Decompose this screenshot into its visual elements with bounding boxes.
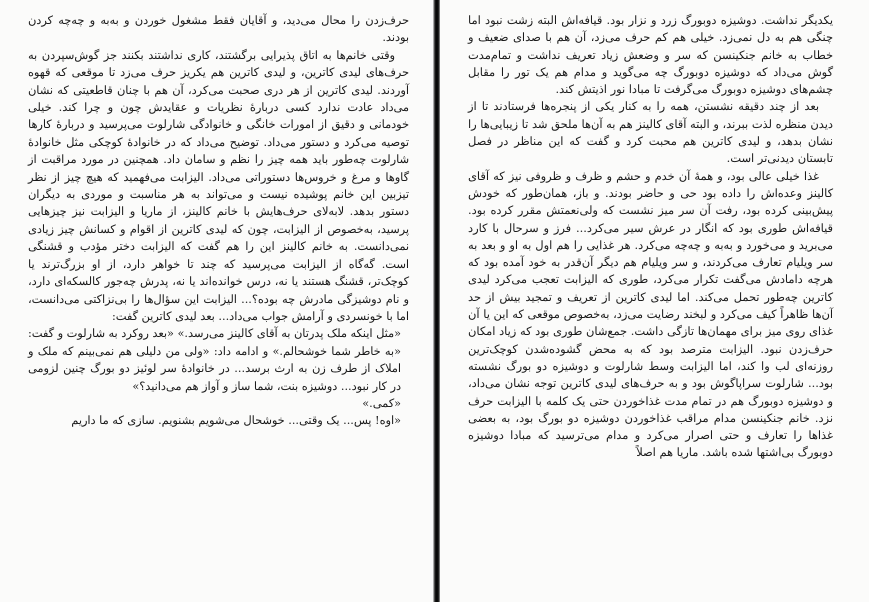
left-page-text [28,12,409,430]
paragraph: بعد از چند دقیقه نشستن، همه را به کنار یکی از پنجره‌ها فرستادند تا از دیدن منظره لذت ببرند، و البته آقای کالینز هم به آن‌ها ملحق شد تا زیبایی‌ها را نشان بدهد، و لیدی کاترین هم محبت کرد و گفت که این مناظر در فصل تابستان دیدنی‌تر است. [468,99,833,166]
right-page-text [468,12,833,462]
paragraph: وقتی خانم‌ها به اتاق پذیرایی برگشتند، کاری نداشتند بکنند جز گوش‌سپردن به حرف‌های لیدی کاترین، و لیدی کاترین هم یکریز حرف می‌زد تا موقعی که قهوه آوردند. لیدی کاترین از هر دری صحبت می‌کرد، آن هم با چنان قاطعیتی که نشان می‌داد عادت ندارد کسی دربارهٔ نظریات و عقایدش چون و چرا کند. خیلی خودمانی و دقیق از امورات خانگی و خانوادگی شارلوت می‌پرسید و دربارهٔ کارها توصیه می‌کرد و دستور می‌داد. توضیح می‌داد که در خانوادهٔ کوچکی مثل خانوادهٔ شارلوت چه‌طور باید همه چیز را نظم و سامان داد. همچنین در مورد مراقبت از گاوها و مرغ و خروس‌ها دستوراتی می‌داد. الیزابت می‌فهمید که هیچ چیز از نظر تیزبین این خانم پوشیده نیست و می‌تواند به هر مناسبت و موردی به دیگران دستور بدهد. لابه‌لای حرف‌هایش با خانم کالینز، از ماریا و الیزابت نیز چیزهایی پرسید، به‌خصوص از الیزابت، چون که لیدی کاترین از اقوام و کسانش چیز زیادی نمی‌دانست. به خانم کالینز این را هم گفت که الیزابت دختر مؤدب و قشنگی است. گه‌گاه از الیزابت می‌پرسید که چند تا خواهر دارد، از او بزرگ‌ترند یا کوچک‌تر، قشنگ هستند یا نه، درس خوانده‌اند یا نه، پدرش چه‌جور کالسکه‌ای دارد، و نام دوشیزگی مادرش چه بوده؟... الیزابت این سؤال‌ها را بی‌نزاکتی می‌دانست، اما با خونسردی و آرامش جواب می‌داد... بعد لیدی کاترین گفت: [28,48,410,323]
paragraph: یکدیگر نداشت. دوشیزه دوبورگ زرد و نزار بود. قیافه‌اش البته زشت نبود اما چنگی هم به دل نمی‌زد. خیلی هم کم حرف می‌زد، آن هم با صدای ضعیف و خطاب به خانم جنکینسن که سر و وضعش زیاد تعریف نداشت و تمام‌مدت گوش می‌داد که دوشیزه دوبورگ چه می‌گوید و مدام هم یک تور را مقابل چشم‌های دوشیزه دوبورگ می‌گرفت تا مبادا نور اذیتش کند. [468,13,833,97]
paragraph: غذا خیلی عالی بود، و همهٔ آن خدم و حشم و ظرف و ظروفی نیز که آقای کالینز وعده‌اش را داده بود حی و حاضر بودند. و باز، همان‌طور که خودش پیش‌بینی کرده بود، رفت آن سر میز نشست که ولی‌نعمتش مقرر کرده بود. قیافه‌اش طوری بود که انگار در عرش سیر می‌کرد... فرز و سرحال با کارد می‌برید و می‌خورد و به‌به و چه‌چه می‌کرد. هر غذایی را هم اول به او و بعد به سر ویلیام تعارف می‌کردند، و سر ویلیام هم دیگر آن‌قدر به خود آمده بود که هرچه دامادش می‌گفت تکرار می‌کرد، طوری که الیزابت تعجب می‌کرد لیدی کاترین چه‌طور تحمل می‌کند. اما لیدی کاترین از تعریف و تمجید بیش از حد آن‌ها ظاهراً کیف می‌کرد و لبخند رضایت می‌زد، به‌خصوص موقعی که این یا آن غذای روی میز برای مهمان‌ها تازگی داشت. جمع‌شان طوری بود که زیاد امکان حرف‌زدن نبود. الیزابت مترصد بود که به محض گشوده‌شدن کوچک‌ترین روزنه‌ای لب وا کند، اما الیزابت وسط شارلوت و دوشیزه دو بورگ نشسته بود... شارلوت سراپاگوش بود و به حرف‌های لیدی کاترین توجه نشان می‌داد، و دوشیزه دوبورگ هم در تمام مدت غذاخوردن حتی یک کلمه با الیزابت حرف نزد. خانم جنکینسن مدام مراقب غذاخوردن دوشیزه دو بورگ بود، به بعضی غذاها را تعارف و حتی اصرار می‌کرد و مدام می‌ترسید که مبادا دوشیزه دوبورگ بی‌اشتها شده باشد. ماریا هم اصلاً [468,168,833,460]
paragraph: «مثل اینکه ملک پدرتان به آقای کالینز می‌رسد.» «بعد روکرد به شارلوت و گفت: «به خاطر شما خوشحالم.» و ادامه داد: «ولی من دلیلی هم نمی‌بینم که ملک و املاک از طرف زن به ارث برسد... در خانوادهٔ سر لوئیز دو بورگ چنین لزومی در کار نبود... دوشیزه بنت، شما ساز و آواز هم می‌دانید؟» [28,327,401,393]
book-gutter [433,0,440,602]
paragraph: «کمی.» [362,396,401,410]
left-page [0,0,433,602]
right-page [440,0,869,602]
paragraph: «اوه! پس... یک وقتی... خوشحال می‌شویم بشنویم. سازی که ما داریم [71,414,401,428]
paragraph: حرف‌زدن را محال می‌دید، و آقایان فقط مشغول خوردن و به‌به و چه‌چه کردن بودند. [28,14,409,45]
